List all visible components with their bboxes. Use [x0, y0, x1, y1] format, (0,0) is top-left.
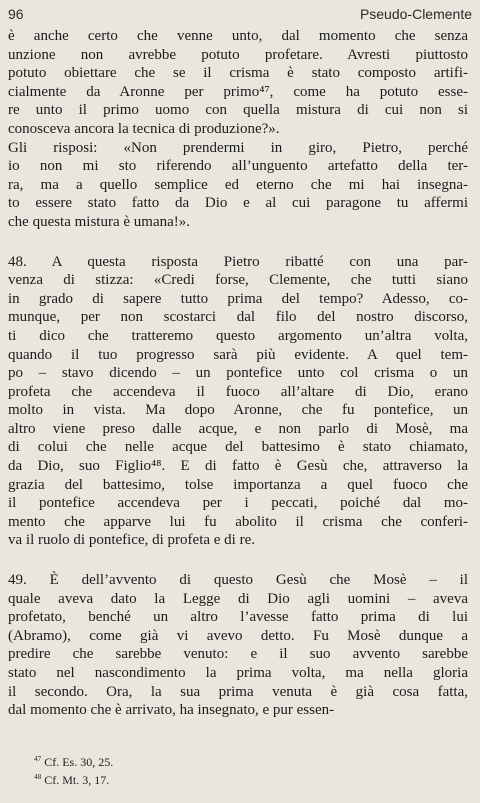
text-line: profeta che accendeva il fuoco all’altare di Dio, erano	[8, 383, 468, 400]
text-line: conosceva ancora la tecnica di produzione?».	[8, 120, 280, 137]
body-text	[8, 27, 468, 720]
paragraph	[8, 571, 468, 720]
paragraph	[8, 27, 468, 139]
footnote-mark: 48	[34, 773, 42, 781]
text-line: predire che sarebbe venuto: e il suo avvento sarebbe	[8, 646, 468, 663]
text-line: il pontefice accendeva per i peccati, poiché dal mo-	[8, 495, 468, 512]
text-line: (Abramo), come già vi avevo detto. Fu Mosè dunque a	[8, 627, 468, 644]
text-line: ti dico che tratteremo questo argomento un’altra volta,	[8, 327, 468, 344]
footnote-mark: 47	[34, 755, 42, 763]
running-title: Pseudo-Clemente	[359, 6, 472, 22]
footnote-text: Cf. Es. 30, 25.	[44, 755, 114, 769]
footnote	[34, 753, 113, 771]
text-line: che questa mistura è umana!».	[8, 213, 191, 230]
text-line: è anche certo che venne unto, dal momento che senza	[8, 28, 468, 44]
text-line: il secondo. Ora, la sua prima venuta è già cosa fatta,	[8, 683, 468, 700]
footnote-text: Cf. Mt. 3, 17.	[44, 773, 110, 787]
text-line: profetato, benché un altro l’avesse fatto prima di lui	[8, 609, 468, 626]
text-line: unzione non avrebbe potuto profetare. Avresti piuttosto	[8, 46, 468, 63]
text-line: di colui che nelle acque del battesimo è stato chiamato,	[8, 439, 468, 456]
text-line: stato nel nascondimento la prima volta, ma nella gloria	[8, 665, 468, 681]
footnotes	[34, 753, 113, 789]
text-line: munque, per non scostarci dal filo del nostro discorso,	[8, 309, 468, 326]
text-line: da Dio, suo Figlio⁴⁸. E di fatto è Gesù che, attraverso la	[8, 458, 468, 475]
paragraph-gap	[8, 550, 468, 571]
text-line: quale aveva dato la Legge di Dio agli uomini – aveva	[8, 590, 468, 607]
text-line: io non mi sto riferendo all’unguento artefatto della ter-	[8, 158, 468, 175]
footnote	[34, 771, 113, 789]
text-line: altro viene preso dalle acque, e non parlo di Mosè, ma	[8, 420, 468, 437]
text-line: grazia del battesimo, tolse importanza a quel fuoco che	[8, 476, 468, 493]
text-line: 49. È dell’avvento di questo Gesù che Mosè – il	[8, 572, 468, 589]
text-line: ra, ma a quello semplice ed eterno che mi hai insegna-	[8, 176, 468, 193]
page-number: 96	[8, 6, 24, 22]
paragraph-gap	[8, 232, 468, 253]
text-line: va il ruolo di pontefice, di profeta e di re.	[8, 532, 255, 549]
text-line: Gli risposi: «Non prendermi in giro, Pietro, perché	[8, 139, 468, 156]
text-line: po – stavo dicendo – un pontefice unto col crisma o un	[8, 365, 468, 382]
text-line: venza di stizza: «Credi forse, Clemente, che tutti siano	[8, 272, 468, 289]
text-line: mento che apparve lui fu abolito il crisma che conferi-	[8, 513, 468, 530]
text-line: re unto il primo uomo con quella mistura di cui non si	[8, 102, 468, 119]
text-line: potuto obiettare che se il crisma è stato composto artifi-	[8, 65, 468, 82]
text-line: in grado di sapere tutto prima del tempo? Adesso, co-	[8, 290, 468, 307]
text-line: cialmente da Aronne per primo⁴⁷, come ha potuto esse-	[8, 83, 468, 100]
text-line: 48. A questa risposta Pietro ribatté con una par-	[8, 253, 468, 270]
running-header	[8, 6, 472, 22]
paragraph	[8, 139, 468, 232]
paragraph	[8, 253, 468, 551]
text-line: dal momento che è arrivato, ha insegnato, e pur essen-	[8, 702, 335, 719]
text-line: quando il tuo progresso sarà più evidente. A quel tem-	[8, 346, 468, 363]
text-line: molto in vista. Ma dopo Aronne, che fu pontefice, un	[8, 402, 468, 419]
text-line: to essere stato fatto da Dio e al cui paragone tu affermi	[8, 195, 468, 212]
